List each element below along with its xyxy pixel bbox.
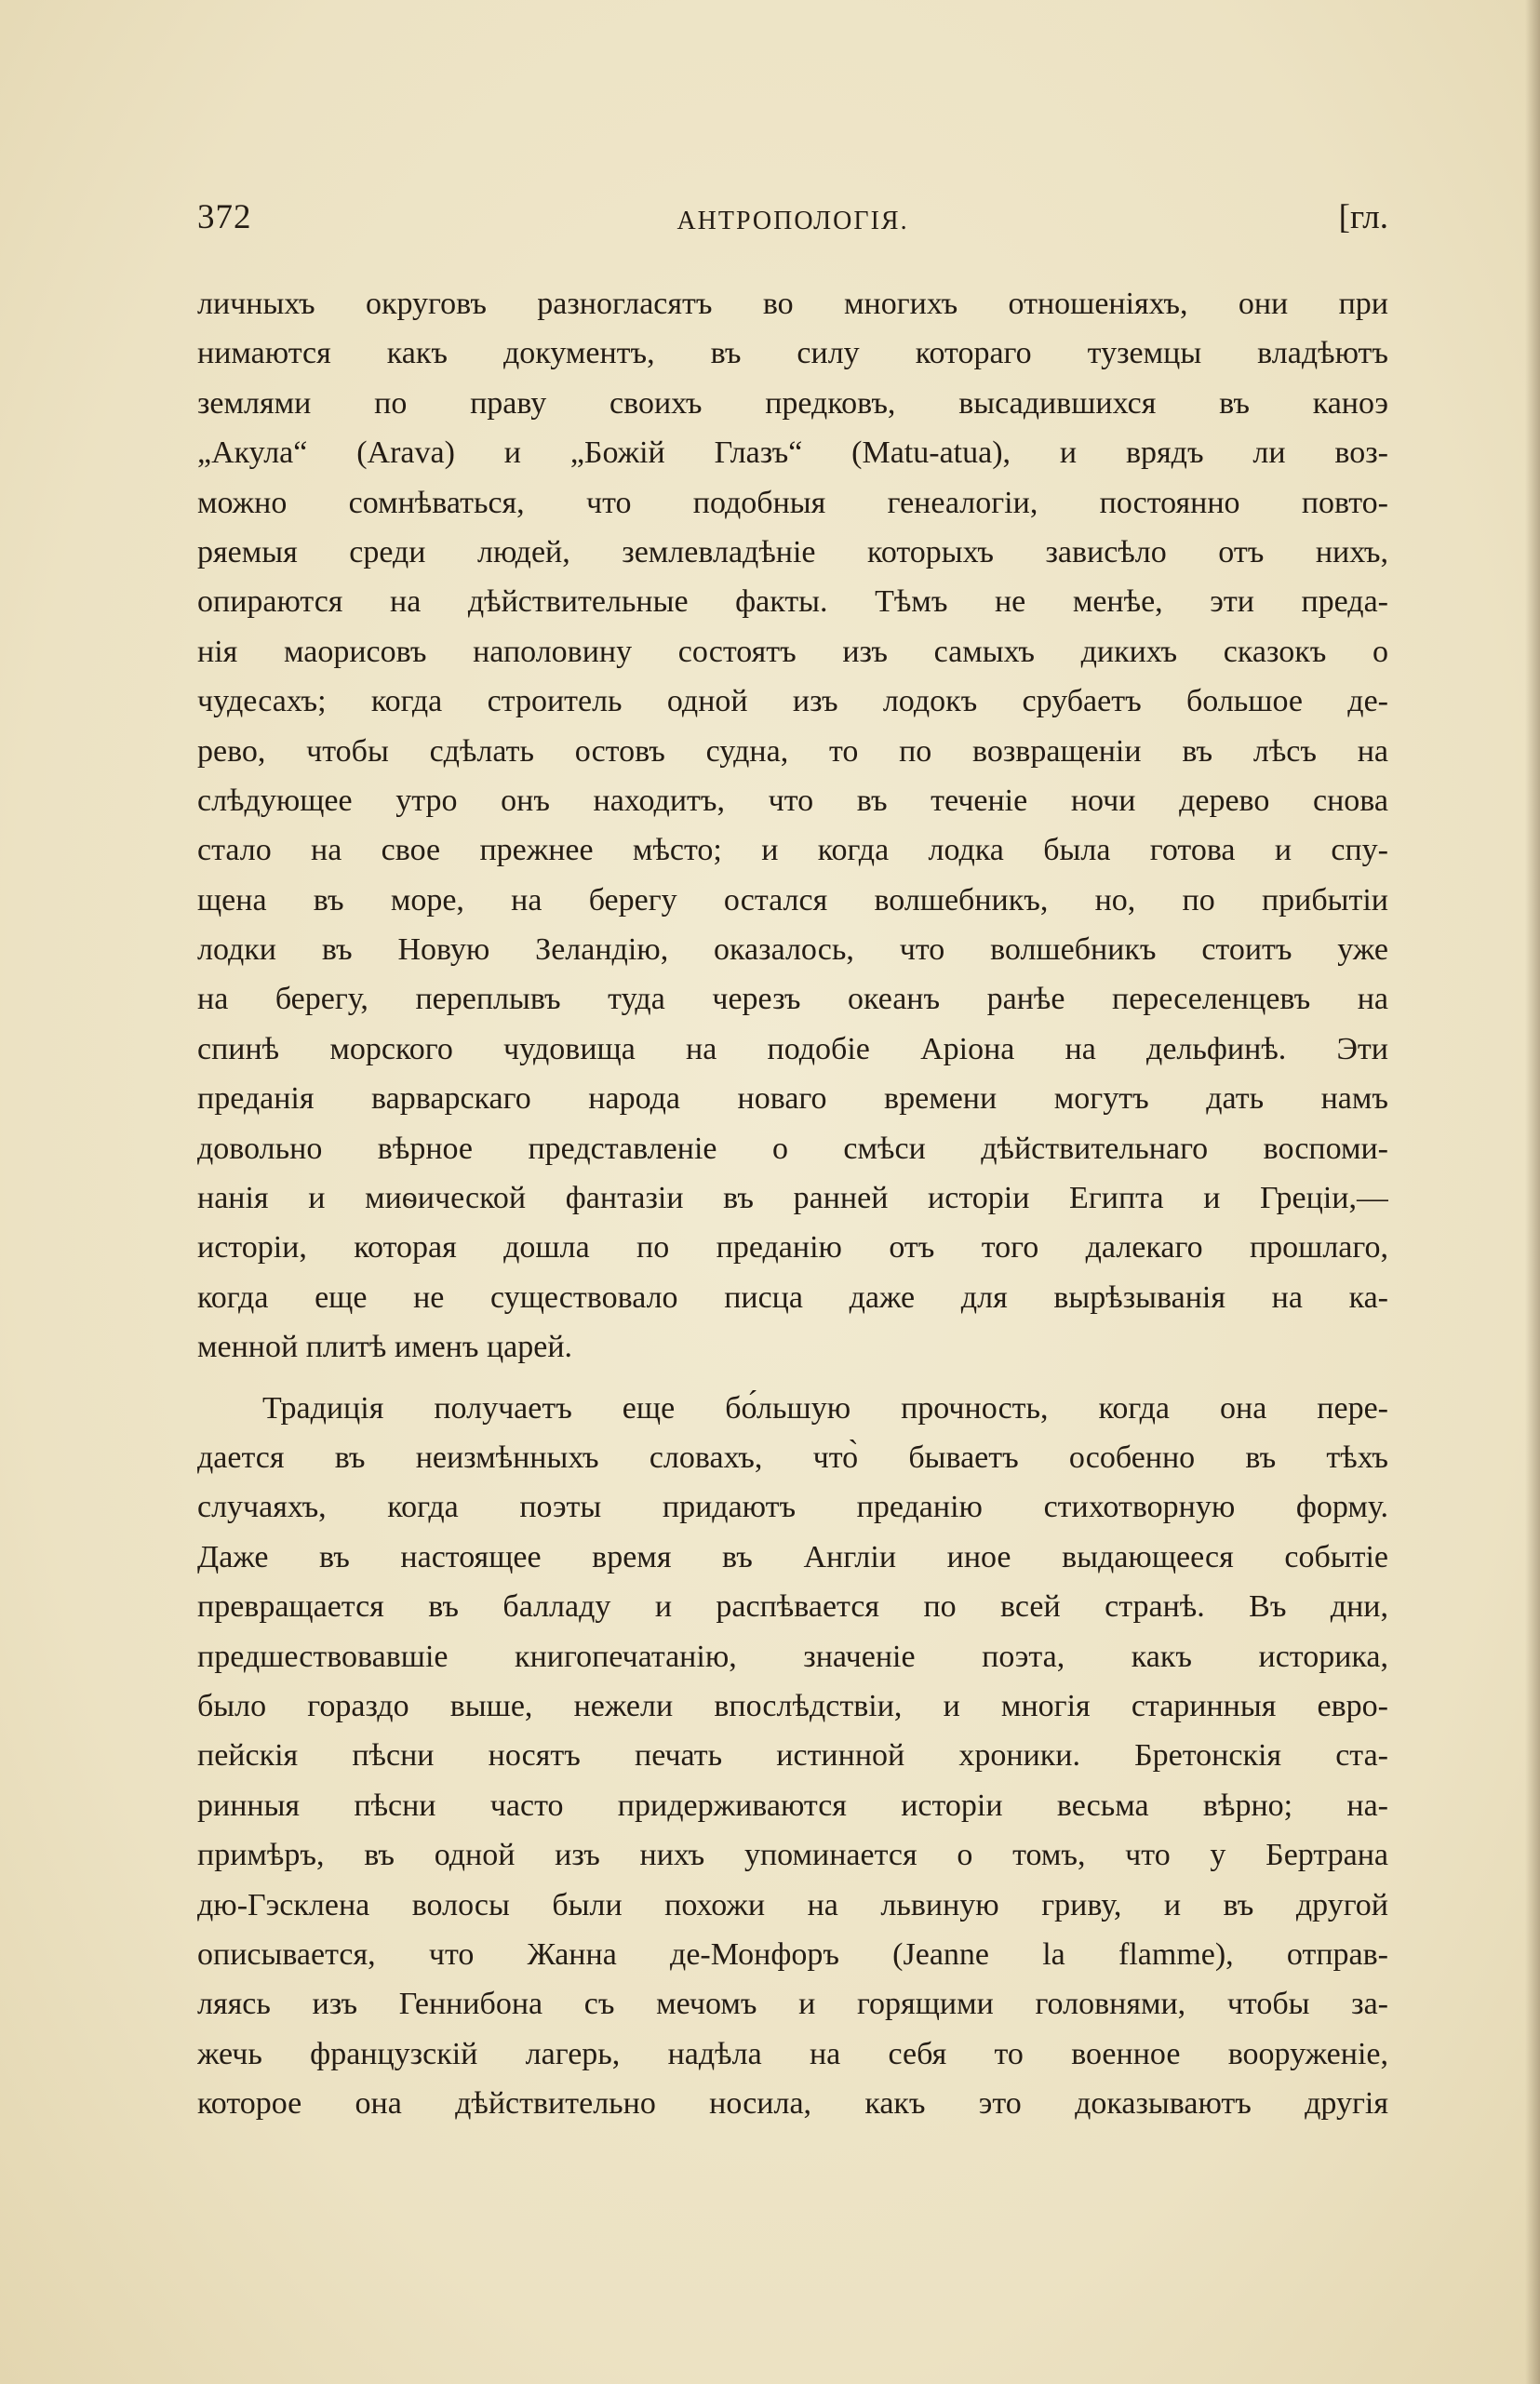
paragraph — [197, 1384, 1388, 2129]
text-line: можно сомнѣваться, что подобныя генеалогіи, постоянно повто- — [197, 485, 1388, 520]
text-line: на берегу, переплывъ туда черезъ океанъ ранѣе переселенцевъ на — [197, 982, 1388, 1017]
text-line: слѣдующее утро онъ находитъ, что въ теченіе ночи дерево снова — [197, 783, 1388, 818]
text-line: дю-Гэсклена волосы были похожи на львиную гриву, и въ другой — [197, 1887, 1388, 1922]
text-line: случаяхъ, когда поэты придаютъ преданію стихотворную форму. — [197, 1490, 1388, 1525]
text-line: ряемыя среди людей, землевладѣніе которыхъ зависѣло отъ нихъ, — [197, 534, 1388, 569]
text-line: жечь французскій лагерь, надѣла на себя то военное вооруженіе, — [197, 2036, 1388, 2071]
text-line: предшествовавшіе книгопечатанію, значеніе поэта, какъ историка, — [197, 1639, 1388, 1674]
text-line: превращается въ балладу и распѣвается по всей странѣ. Въ дни, — [197, 1589, 1388, 1625]
running-title: АНТРОПОЛОГІЯ. — [676, 207, 909, 235]
text-line: чудесахъ; когда строитель одной изъ лодокъ срубаетъ большое де- — [197, 684, 1388, 719]
page-header — [197, 197, 1388, 253]
text-line: нимаются какъ документъ, въ силу котораго туземцы владѣютъ — [197, 336, 1388, 371]
text-line: было гораздо выше, нежели впослѣдствіи, и многія старинныя евро- — [197, 1688, 1388, 1723]
text-line: лодки въ Новую Зеландію, оказалось, что волшебникъ стоитъ уже — [197, 932, 1388, 968]
page-number: 372 — [197, 198, 252, 236]
text-line: преданія варварскаго народа новаго времени могутъ дать намъ — [197, 1081, 1388, 1117]
text-line: когда еще не существовало писца даже для вырѣзыванія на ка- — [197, 1279, 1388, 1315]
text-line: примѣръ, въ одной изъ нихъ упоминается о томъ, что у Бертрана — [197, 1838, 1388, 1873]
text-line: „Акула“ (Arava) и „Божій Глазъ“ (Matu-atua), и врядъ ли воз- — [197, 435, 1388, 471]
text-line: стало на свое прежнее мѣсто; и когда лодка была готова и спу- — [197, 833, 1388, 868]
text-line: рево, чтобы сдѣлать остовъ судна, то по возвращеніи въ лѣсъ на — [197, 733, 1388, 769]
body-text — [197, 279, 1388, 2128]
text-line: Традиція получаетъ еще бо́льшую прочность, когда она пере- — [262, 1390, 1388, 1426]
text-line: землями по праву своихъ предковъ, высадившихся въ каноэ — [197, 385, 1388, 421]
text-line: описывается, что Жанна де-Монфоръ (Jeanne la flamme), отправ- — [197, 1936, 1388, 1972]
chapter-mark: [гл. — [1338, 198, 1388, 236]
text-line: которое она дѣйствительно носила, какъ это доказываютъ другія — [197, 2086, 1388, 2122]
text-line: нія маорисовъ наполовину состоятъ изъ самыхъ дикихъ сказокъ о — [197, 634, 1388, 669]
page-edge-shadow — [1525, 0, 1540, 2384]
text-line: ринныя пѣсни часто придерживаются исторіи весьма вѣрно; на- — [197, 1788, 1388, 1823]
paragraph-gap — [197, 1373, 1388, 1384]
text-line: спинѣ морского чудовища на подобіе Аріона на дельфинѣ. Эти — [197, 1031, 1388, 1066]
text-line: довольно вѣрное представленіе о смѣси дѣйствительнаго воспоми- — [197, 1131, 1388, 1166]
text-line: исторіи, которая дошла по преданію отъ того далекаго прошлаго, — [197, 1230, 1388, 1266]
text-line: менной плитѣ именъ царей. — [197, 1330, 573, 1365]
text-line: щена въ море, на берегу остался волшебникъ, но, по прибытіи — [197, 882, 1388, 917]
text-line: пейскія пѣсни носятъ печать истинной хроники. Бретонскія ста- — [197, 1738, 1388, 1774]
paragraph — [197, 279, 1388, 1373]
text-line: опираются на дѣйствительные факты. Тѣмъ не менѣе, эти преда- — [197, 584, 1388, 620]
text-line: нанія и миѳической фантазіи въ ранней исторіи Египта и Греціи,— — [197, 1181, 1388, 1216]
text-line: личныхъ округовъ разногласятъ во многихъ отношеніяхъ, они при — [197, 287, 1388, 321]
text-line: ляясь изъ Геннибона съ мечомъ и горящими головнями, чтобы за- — [197, 1987, 1388, 2022]
text-line: дается въ неизмѣнныхъ словахъ, что̀ бываетъ особенно въ тѣхъ — [197, 1440, 1388, 1475]
text-line: Даже въ настоящее время въ Англіи иное выдающееся событіе — [197, 1539, 1388, 1574]
